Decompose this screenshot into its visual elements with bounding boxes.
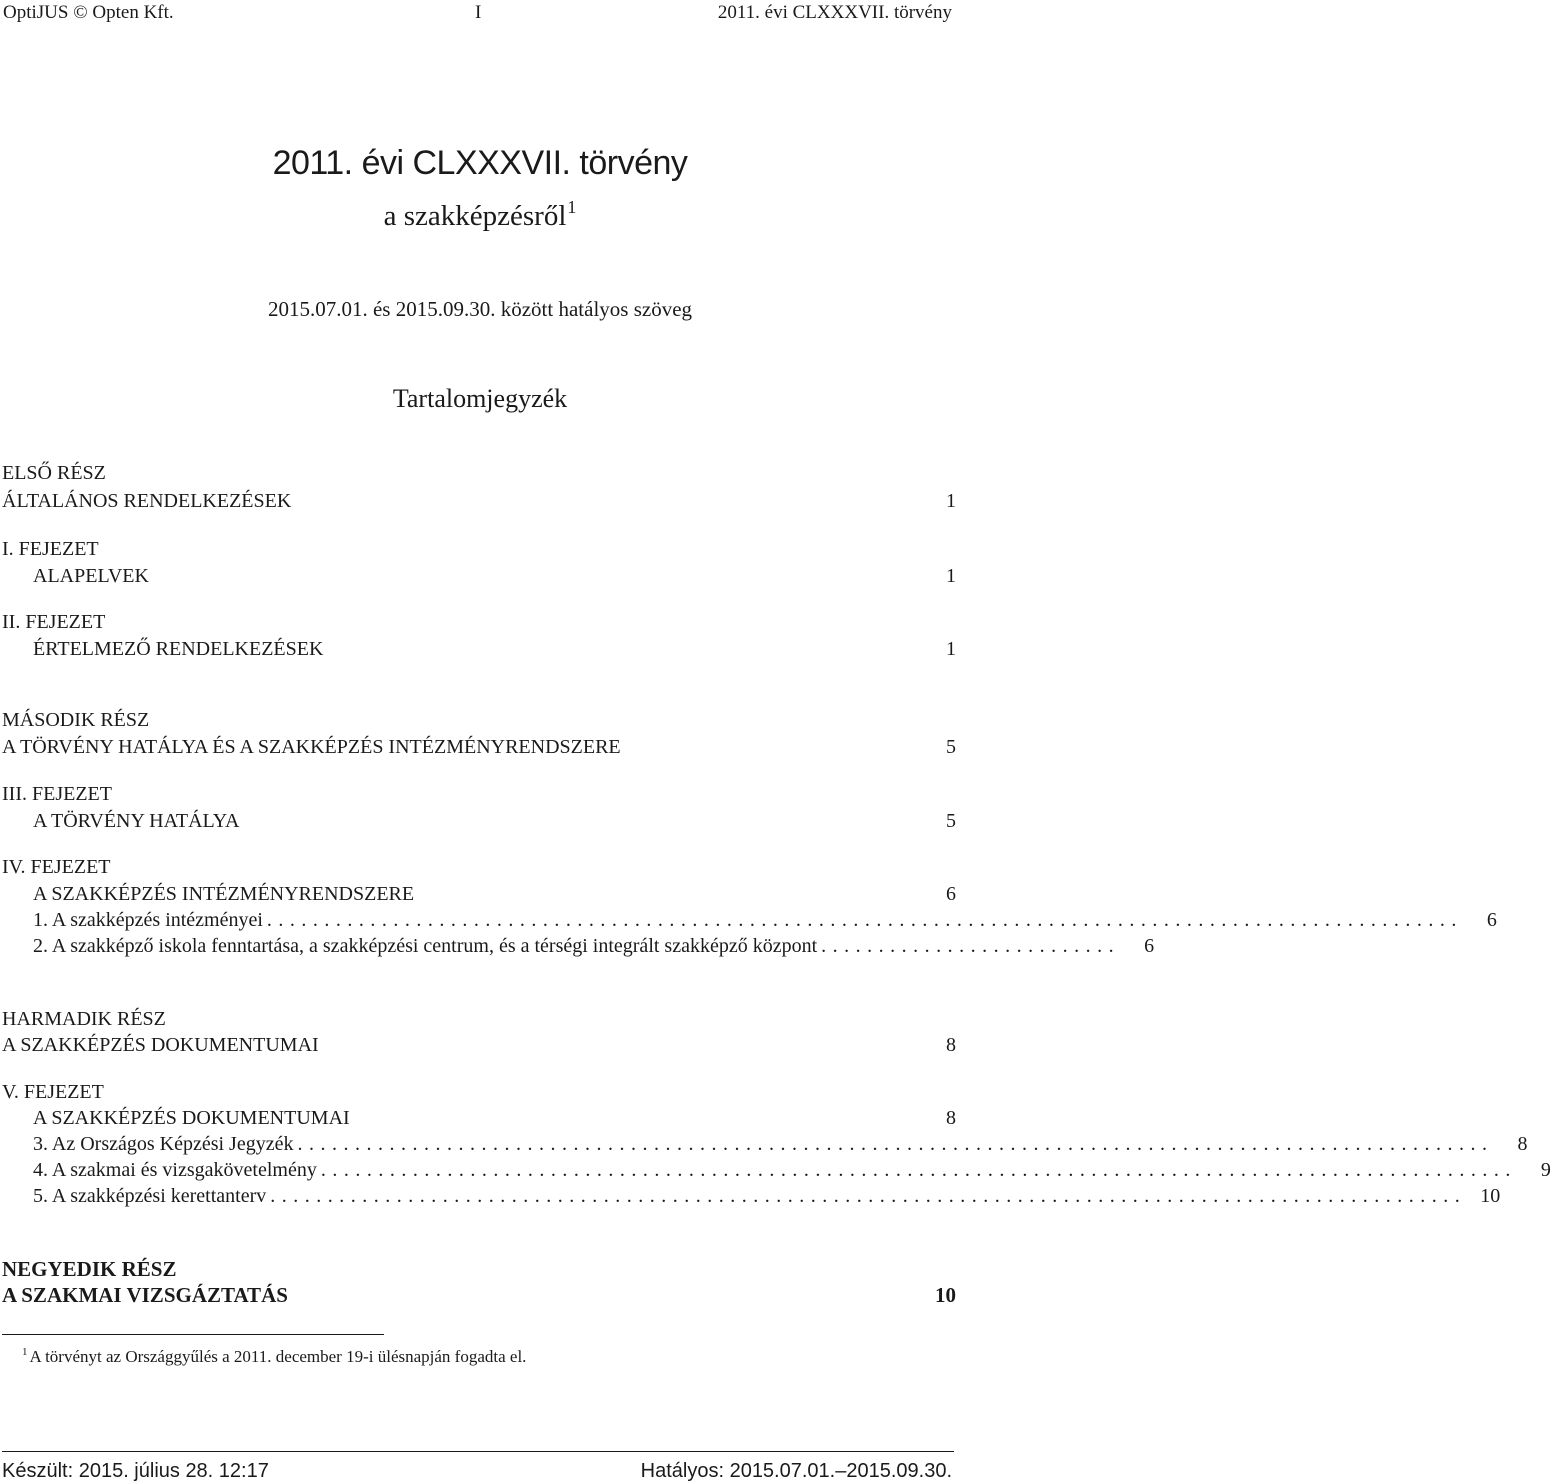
header-publisher: OptiJUS © Opten Kft. <box>3 2 174 23</box>
dot-leader: ........................................................................................................ <box>297 1133 1494 1155</box>
footnote-number: 1 <box>22 1346 28 1358</box>
dot-leader: .......................... <box>821 935 1121 957</box>
header-document-title: 2011. évi CLXXXVII. törvény <box>717 2 952 23</box>
document-subtitle <box>0 189 960 234</box>
footnote-ref-link[interactable]: 1 <box>567 197 577 217</box>
document-title: 2011. évi CLXXXVII. törvény <box>272 144 688 182</box>
document-subtitle-text: a szakképzésről <box>383 200 567 232</box>
dot-leader: ........................................................................................................ <box>270 1185 1467 1207</box>
footer-validity-range: Hatályos: 2015.07.01.–2015.09.30. <box>640 1460 952 1482</box>
validity-statement: 2015.07.01. és 2015.09.30. között hatályos szöveg <box>267 297 693 321</box>
footer-generated-date: Készült: 2015. július 28. 12:17 <box>2 1460 269 1482</box>
dot-leader: ........................................................................................................ <box>266 909 1463 931</box>
page-header <box>0 0 960 28</box>
toc-heading: Tartalomjegyzék <box>392 384 568 413</box>
footnote-text: A törvényt az Országgyűlés a 2011. december 19-i ülésnapján fogadta el. <box>29 1347 527 1366</box>
footer-divider <box>2 1451 954 1452</box>
header-page-number: I <box>475 2 482 23</box>
footnote <box>22 1340 526 1369</box>
dot-leader: ........................................................................................................ <box>320 1159 1517 1181</box>
toc-section-entry[interactable]: 4. A szakmai és vizsgakövetelmény ........................................................................................................ 9 <box>33 1159 1551 1181</box>
toc-section-entry[interactable]: 3. Az Országos Képzési Jegyzék ........................................................................................................ 8 <box>33 1133 1528 1155</box>
toc-section-entry[interactable]: 5. A szakképzési kerettanterv ........................................................................................................ 10 <box>33 1185 1501 1207</box>
toc-section-entry[interactable]: 2. A szakképző iskola fenntartása, a szakképzési centrum, és a térségi integrált szakképző központ .......................... 6 <box>33 935 1155 957</box>
footnote-divider <box>2 1334 384 1335</box>
toc-section-entry[interactable]: 1. A szakképzés intézményei ........................................................................................................ 6 <box>33 909 1497 931</box>
